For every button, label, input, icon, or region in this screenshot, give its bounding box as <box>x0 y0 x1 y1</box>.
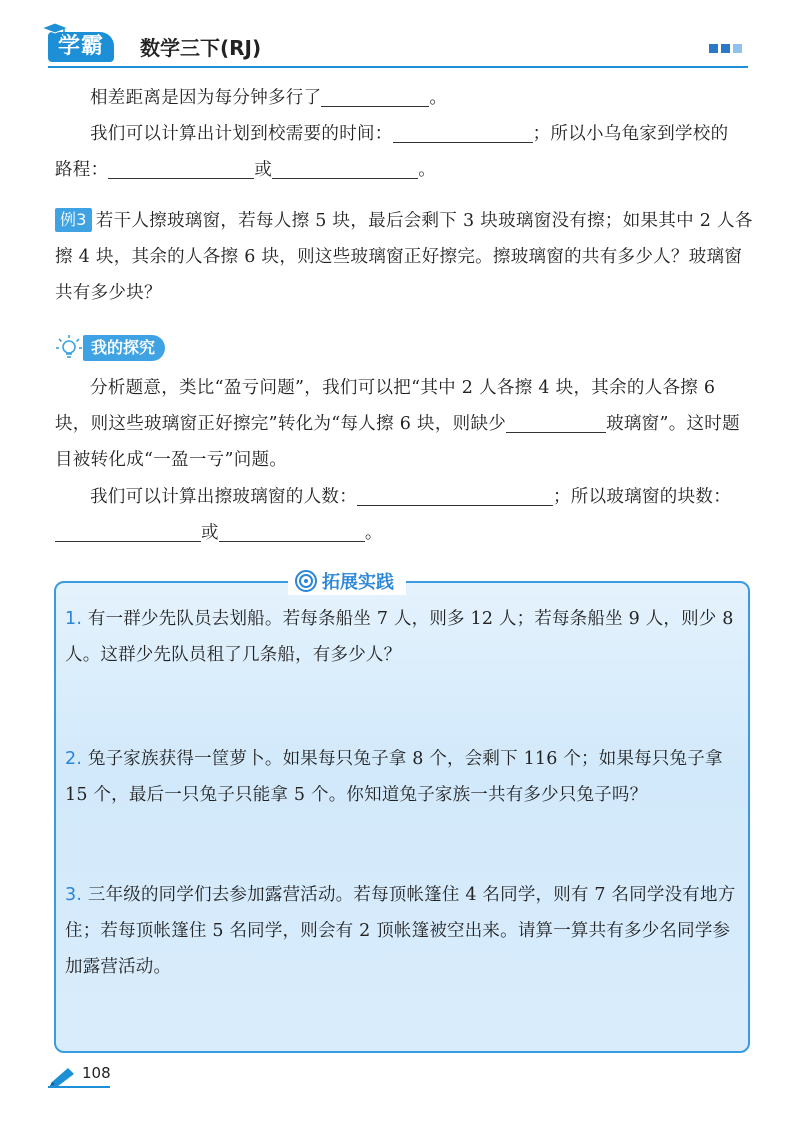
practice-question-3 <box>65 877 745 985</box>
practice-question-1 <box>65 601 745 673</box>
question-number: 2. <box>65 749 83 769</box>
intro-line-2-end: ；所以小乌龟家到学校的 <box>532 124 729 144</box>
intro-line-3-end: 。 <box>418 160 437 180</box>
answer-blank[interactable] <box>108 156 254 179</box>
question-text: 兔子家族获得一筐萝卜。如果每只兔子拿 8 个，会剩下 116 个；如果每只兔子拿 15 个，最后一只兔子只能拿 5 个。你知道兔子家族一共有多少只兔子吗？ <box>65 749 723 805</box>
explore-p3-end: 。 <box>364 523 383 543</box>
lightbulb-icon <box>55 333 83 361</box>
question-text: 三年级的同学们去参加露营活动。若每顶帐篷住 4 名同学，则有 7 名同学没有地方住；若每顶帐篷住 5 名同学，则会有 2 顶帐篷被空出来。请算一算共有多少名同学参加露营活动。 <box>65 885 736 977</box>
graduation-cap-icon <box>42 23 68 37</box>
header-divider <box>48 66 748 68</box>
answer-blank[interactable] <box>393 120 533 143</box>
example-3 <box>55 203 755 311</box>
explore-p1-end: 玻璃窗”。这时题目被转化成“一盈一亏”问题。 <box>55 414 740 470</box>
intro-line-2 <box>55 116 755 152</box>
intro-line-3-or: 或 <box>254 160 273 180</box>
explore-paragraph-1 <box>55 370 755 478</box>
answer-blank[interactable] <box>357 483 553 506</box>
answer-blank[interactable] <box>55 519 201 542</box>
page-footer <box>48 1062 248 1092</box>
header-decoration <box>709 44 742 53</box>
explore-p2-text: 我们可以计算出擦玻璃窗的人数： <box>90 487 357 507</box>
explore-paragraph-3 <box>55 515 755 551</box>
answer-blank[interactable] <box>506 410 606 433</box>
example-tag: 例3 <box>55 208 92 232</box>
explore-paragraph-2 <box>55 479 755 515</box>
explore-p2-end: ；所以玻璃窗的块数： <box>553 487 731 507</box>
intro-line-1-end: 。 <box>429 88 448 108</box>
question-number: 1. <box>65 609 83 629</box>
answer-blank[interactable] <box>219 519 365 542</box>
pencil-icon <box>48 1062 78 1088</box>
intro-line-1-text: 相差距离是因为每分钟多行了 <box>90 88 322 108</box>
page-header <box>48 30 748 70</box>
explore-p3-or: 或 <box>201 523 219 543</box>
explore-label: 我的探究 <box>83 335 165 361</box>
brand-logo <box>48 32 114 62</box>
swirl-icon <box>294 569 318 593</box>
practice-question-2 <box>65 741 745 813</box>
answer-blank[interactable] <box>321 84 429 107</box>
intro-line-3-text: 路程： <box>55 160 109 180</box>
question-number: 3. <box>65 885 83 905</box>
practice-heading <box>288 567 406 595</box>
book-title: 数学三下(RJ) <box>140 36 262 60</box>
intro-line-1 <box>55 80 755 116</box>
brand-logo-text: 学霸 <box>58 34 105 59</box>
intro-line-3 <box>55 152 755 188</box>
footer-underline <box>48 1086 110 1088</box>
example-text: 若干人擦玻璃窗，若每人擦 5 块，最后会剩下 3 块玻璃窗没有擦；如果其中 2 人各擦 4 块，其余的人各擦 6 块，则这些玻璃窗正好擦完。擦玻璃窗的共有多少人？玻璃窗共有多少块？ <box>55 211 753 303</box>
answer-blank[interactable] <box>272 156 418 179</box>
explore-p1-text: 分析题意，类比“盈亏问题”，我们可以把“其中 2 人各擦 4 块，其余的人各擦 6 块，则这些玻璃窗正好擦完”转化为“每人擦 6 块，则缺少 <box>55 378 716 434</box>
page-number: 108 <box>82 1064 111 1082</box>
question-text: 有一群少先队员去划船。若每条船坐 7 人，则多 12 人；若每条船坐 9 人，则少 8 人。这群少先队员租了几条船，有多少人？ <box>65 609 734 665</box>
practice-title: 拓展实践 <box>322 572 394 593</box>
intro-line-2-text: 我们可以计算出计划到校需要的时间： <box>90 124 393 144</box>
